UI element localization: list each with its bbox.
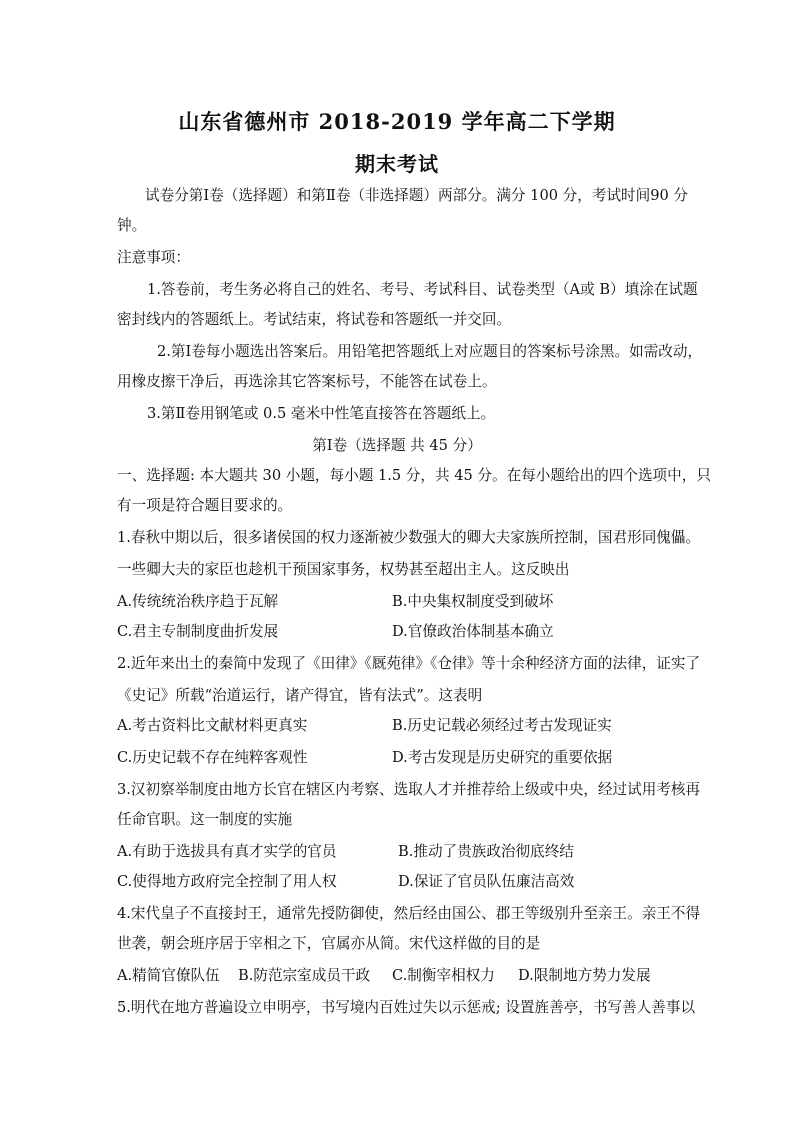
- note-item: 2.第Ⅰ卷每小题选出答案后。用铅笔把答题纸上对应题目的答案标号涂黑。如需改动，: [157, 343, 703, 360]
- note-item: 3.第Ⅱ卷用钢笔或 0.5 毫米中性笔直接答在答题纸上。: [147, 405, 496, 422]
- option-a: A.精简官僚队伍: [117, 967, 220, 984]
- option-d: D.保证了官员队伍廉洁高效: [398, 873, 575, 890]
- question-stem: 《史记》所载“治道运行，诸产得宜，皆有法式”。这表明: [117, 687, 483, 704]
- option-c: C.历史记载不存在纯粹客观性: [117, 749, 308, 766]
- notes-heading: 注意事项：: [117, 249, 190, 266]
- option-b: B.历史记载必须经过考古发现证实: [392, 717, 612, 734]
- question-stem: 5.明代在地方普遍设立申明亭，书写境内百姓过失以示惩戒; 设置旌善亭，书写善人善事以: [117, 999, 696, 1016]
- option-a: A.传统统治秩序趋于瓦解: [117, 593, 279, 610]
- section-title: 第Ⅰ卷（选择题 共 45 分）: [312, 437, 482, 454]
- option-a: A.考古资料比文献材料更真实: [117, 717, 308, 734]
- note-item: 密封线内的答题纸上。考试结束，将试卷和答题纸一并交回。: [117, 311, 512, 328]
- option-d: D.官僚政治体制基本确立: [392, 623, 554, 640]
- question-stem: 世袭，朝会班序居于宰相之下，官属亦从简。宋代这样做的目的是: [117, 935, 541, 952]
- option-b: B.中央集权制度受到破坏: [392, 593, 554, 610]
- note-item: 1.答卷前，考生务必将自己的姓名、考号、考试科目、试卷类型（A或 B）填涂在试题: [147, 281, 698, 298]
- question-stem: 3.汉初察举制度由地方长官在辖区内考察、选取人才并推荐给上级或中央，经过试用考核再: [117, 781, 701, 798]
- question-stem: 一些卿大夫的家臣也趁机干预国家事务，权势甚至超出主人。这反映出: [117, 561, 570, 578]
- option-d: D.考古发现是历史研究的重要依据: [392, 749, 613, 766]
- question-stem: 任命官职。这一制度的实施: [117, 811, 293, 828]
- option-d: D.限制地方势力发展: [518, 967, 651, 984]
- option-a: A.有助于选拔具有真才实学的官员: [117, 843, 337, 860]
- intro-line: 试卷分第Ⅰ卷（选择题）和第Ⅱ卷（非选择题）两部分。满分 100 分，考试时间90 分: [145, 187, 689, 204]
- section-instructions: 有一项是符合题目要求的。: [117, 497, 293, 514]
- option-c: C.使得地方政府完全控制了用人权: [117, 873, 337, 890]
- question-stem: 2.近年来出土的秦简中发现了《田律》《厩苑律》《仓律》等十余种经济方面的法律，证实了: [117, 655, 701, 672]
- note-item: 用橡皮擦干净后，再选涂其它答案标号，不能答在试卷上。: [117, 373, 497, 390]
- option-b: B.防范宗室成员干政: [238, 967, 371, 984]
- option-b: B.推动了贵族政治彻底终结: [398, 843, 574, 860]
- question-stem: 4.宋代皇子不直接封王，通常先授防御使，然后经由国公、郡王等级别升至亲王。亲王不得: [117, 905, 701, 922]
- page-subtitle: 期末考试: [355, 152, 439, 176]
- option-c: C.制衡宰相权力: [392, 967, 495, 984]
- intro-line: 钟。: [117, 217, 147, 234]
- option-c: C.君主专制制度曲折发展: [117, 623, 279, 640]
- section-instructions: 一、选择题: 本大题共 30 小题，每小题 1.5 分，共 45 分。在每小题给出的四个选项中，只: [117, 467, 711, 484]
- question-stem: 1.春秋中期以后，很多诸侯国的权力逐渐被少数强大的卿大夫家族所控制，国君形同傀儡。: [117, 529, 701, 546]
- page-title: 山东省德州市 2018-2019 学年高二下学期: [178, 109, 616, 134]
